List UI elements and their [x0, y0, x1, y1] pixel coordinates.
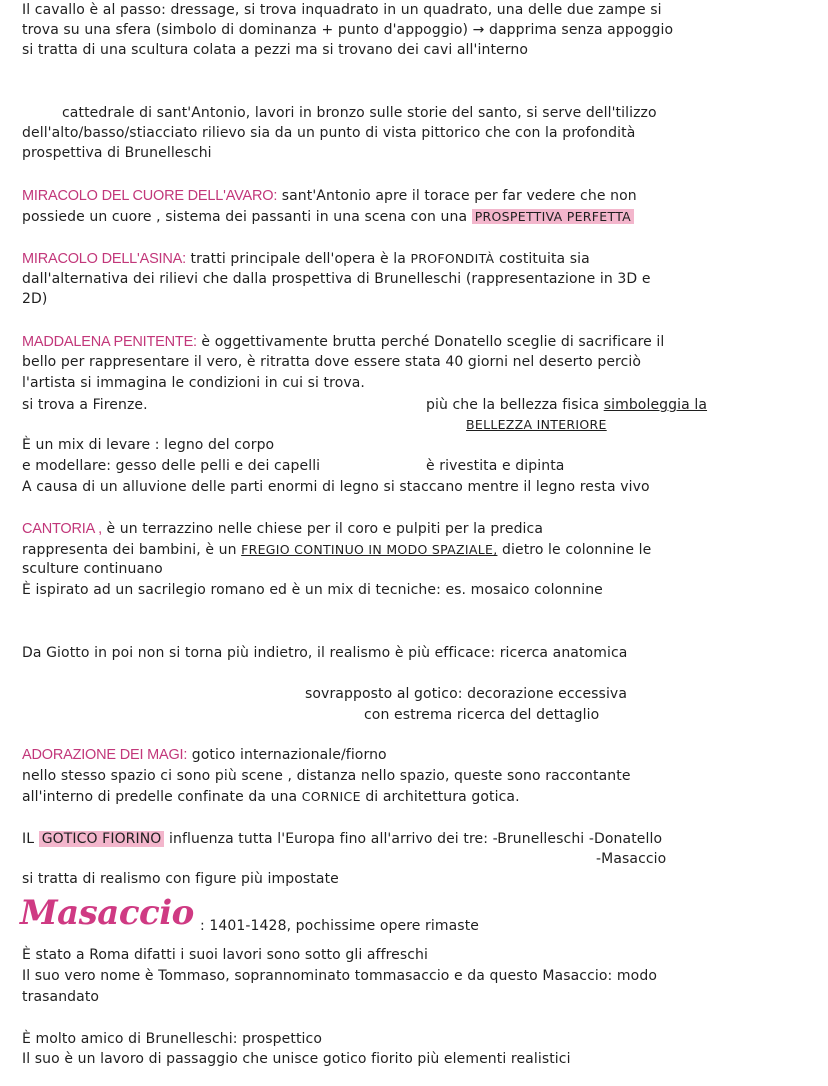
- text-span: costituita sia: [494, 251, 590, 267]
- masaccio-title: Masaccio: [20, 893, 194, 933]
- highlighted-text: PROSPETTIVA PERFETTA: [472, 209, 634, 224]
- text-span: di architettura gotica.: [360, 789, 520, 805]
- text-span: più che la bellezza fisica: [426, 397, 604, 413]
- highlighted-text: GOTICO FIORINO: [39, 831, 165, 847]
- text-line: trasandato: [22, 989, 100, 1005]
- section-title: MIRACOLO DEL CUORE DELL'AVARO:: [22, 188, 278, 204]
- text-line: È ispirato ad un sacrilegio romano ed è un mix di tecniche: es. mosaico colonnine: [22, 582, 603, 598]
- text-span: è un terrazzino nelle chiese per il coro e pulpiti per la predica: [101, 521, 544, 537]
- section-title: MADDALENA PENITENTE:: [22, 334, 197, 350]
- text-line: l'artista si immagina le condizioni in cui si trova.: [22, 375, 365, 391]
- section-line: [22, 249, 590, 269]
- text-line: È stato a Roma difatti i suoi lavori sono sotto gli affreschi: [22, 947, 429, 963]
- text-line: [426, 395, 707, 415]
- text-line: Il suo è un lavoro di passaggio che unisce gotico fiorito più elementi realistici: [22, 1051, 571, 1067]
- text-span: possiede un cuore , sistema dei passanti in una scena con una: [22, 209, 472, 225]
- text-line: sculture continuano: [22, 561, 163, 577]
- text-span: tratti principale dell'opera è la: [185, 251, 411, 267]
- text-line: [22, 829, 662, 849]
- text-line: si trova a Firenze.: [22, 397, 148, 413]
- text-span: IL: [22, 831, 39, 847]
- underlined-text: simboleggia la: [603, 397, 708, 413]
- text-line: trova su una sfera (simbolo di dominanza + punto d'appoggio) → dapprima senza appoggio: [22, 22, 674, 38]
- section-line: [22, 519, 543, 539]
- text-line: è rivestita e dipinta: [426, 458, 565, 474]
- text-span: sant'Antonio apre il torace per far vedere che non: [277, 188, 637, 204]
- text-line: Il cavallo è al passo: dressage, si trova inquadrato in un quadrato, una delle due zampe si: [22, 2, 662, 18]
- section-title: ADORAZIONE DEI MAGI:: [22, 747, 188, 763]
- underlined-text: FREGIO CONTINUO IN MODO SPAZIALE,: [241, 542, 498, 557]
- text-line: si tratta di realismo con figure più impostate: [22, 871, 339, 887]
- text-line: prospettiva di Brunelleschi: [22, 145, 212, 161]
- text-line: cattedrale di sant'Antonio, lavori in bronzo sulle storie del santo, si serve dell'tilizzo: [62, 105, 657, 121]
- text-line: e modellare: gesso delle pelli e dei capelli: [22, 458, 321, 474]
- section-title: MIRACOLO DELL'ASINA:: [22, 251, 186, 267]
- text-span: influenza tutta l'Europa fino all'arrivo dei tre: -Brunelleschi -Donatello: [164, 831, 663, 847]
- text-span: rappresenta dei bambini, è un: [22, 542, 242, 558]
- text-line: È molto amico di Brunelleschi: prospettico: [22, 1031, 322, 1047]
- text-line: -Masaccio: [596, 851, 667, 867]
- text-line: sovrapposto al gotico: decorazione eccessiva: [305, 686, 627, 702]
- text-line: 2D): [22, 291, 48, 307]
- text-span: PROFONDITÀ: [410, 251, 495, 266]
- text-line: si tratta di una scultura colata a pezzi ma si trovano dei cavi all'interno: [22, 42, 529, 58]
- text-line: È un mix di levare : legno del corpo: [22, 437, 275, 453]
- underlined-text: BELLEZZA INTERIORE: [466, 417, 607, 432]
- text-line: A causa di un alluvione delle parti enormi di legno si staccano mentre il legno resta vivo: [22, 479, 650, 495]
- text-span: è oggettivamente brutta perché Donatello sceglie di sacrificare il: [196, 334, 665, 350]
- text-line: con estrema ricerca del dettaglio: [364, 707, 600, 723]
- text-span: gotico internazionale/fiorno: [187, 747, 387, 763]
- section-line: [22, 186, 637, 206]
- text-line: dall'alternativa dei rilievi che dalla prospettiva di Brunelleschi (rappresentazione in 3D e: [22, 271, 651, 287]
- section-line: [22, 745, 387, 765]
- text-span: CORNICE: [301, 789, 361, 804]
- text-line: bello per rappresentare il vero, è ritratta dove essere stata 40 giorni nel deserto perciò: [22, 354, 642, 370]
- text-line: Il suo vero nome è Tommaso, soprannominato tommasaccio e da questo Masaccio: modo: [22, 968, 657, 984]
- text-line: nello stesso spazio ci sono più scene , distanza nello spazio, queste sono raccontante: [22, 768, 631, 784]
- section-line: [22, 332, 664, 352]
- text-line: [22, 787, 520, 807]
- text-line: dell'alto/basso/stiacciato rilievo sia da un punto di vista pittorico che con la profondità: [22, 125, 636, 141]
- text-span: dietro le colonnine le: [497, 542, 652, 558]
- section-title: CANTORIA ,: [22, 521, 102, 537]
- text-span: all'interno di predelle confinate da una: [22, 789, 302, 805]
- text-line: [22, 207, 634, 227]
- text-line: : 1401-1428, pochissime opere rimaste: [200, 918, 480, 934]
- text-line: Da Giotto in poi non si torna più indietro, il realismo è più efficace: ricerca anatomica: [22, 645, 628, 661]
- text-line: [22, 540, 651, 560]
